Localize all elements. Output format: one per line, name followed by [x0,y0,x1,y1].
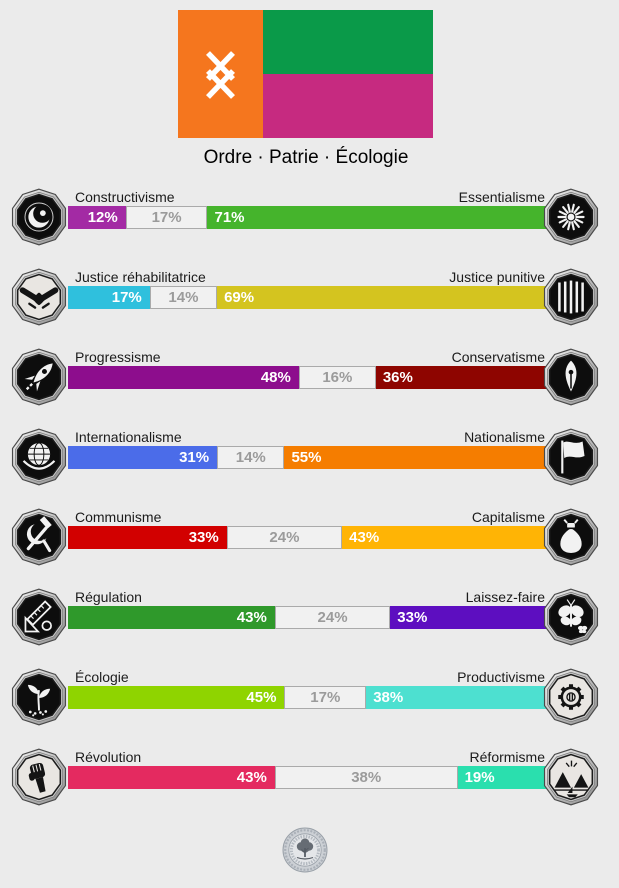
prison-bars-icon [542,268,600,326]
hammer-sickle-icon [10,508,68,566]
flag-top-right-band [263,10,433,74]
axis-bar [68,686,549,709]
handshake-icon [10,268,68,326]
eye-icon [10,188,68,246]
axis-row [0,425,619,505]
butterfly-icon [542,588,600,646]
sunrise-icon [542,748,600,806]
axis-bar [68,206,549,229]
pen-nib-icon [542,348,600,406]
axis-left-label: Justice réhabilitatrice [75,269,206,285]
axis-right-label: Laissez-faire [465,589,545,605]
double-cross-rune-icon [178,10,263,138]
axis-row [0,265,619,345]
axis-left-label: Révolution [75,749,142,765]
axis-right-label: Justice punitive [449,269,545,285]
left-percent-segment: 48% [68,366,299,389]
axis-bar [68,526,549,549]
left-percent-segment: 33% [68,526,227,549]
right-percent-segment: 69% [217,286,549,309]
axis-row [0,745,619,825]
globe-icon [10,428,68,486]
axis-left-label: Communisme [75,509,162,525]
axis-right-label: Essentialisme [458,189,545,205]
axis-bar [68,606,549,629]
flag-bottom-right-band [263,74,433,138]
left-percent-segment: 17% [68,286,150,309]
right-percent-segment: 19% [458,766,549,789]
money-bag-icon [542,508,600,566]
left-percent-segment: 45% [68,686,284,709]
starburst-icon [542,188,600,246]
axis-bar [68,446,549,469]
axis-right-label: Nationalisme [464,429,545,445]
axis-row [0,665,619,745]
axis-bar [68,366,549,389]
axis-bar [68,766,549,789]
neutral-percent-segment: 17% [284,686,366,709]
flag-left-band [178,10,263,138]
rocket-icon [10,348,68,406]
axis-right-label: Productivisme [457,669,545,685]
axis-left-label: Progressisme [75,349,161,365]
left-percent-segment: 31% [68,446,217,469]
neutral-percent-segment: 17% [126,206,208,229]
right-percent-segment: 43% [342,526,549,549]
sprout-icon [10,668,68,726]
axis-right-label: Réformisme [469,749,545,765]
axis-right-label: Conservatisme [451,349,545,365]
axis-bar [68,286,549,309]
right-percent-segment: 55% [284,446,549,469]
neutral-percent-segment: 16% [299,366,376,389]
axis-row [0,345,619,425]
left-percent-segment: 43% [68,606,275,629]
axis-left-label: Internationalisme [75,429,182,445]
axis-row [0,185,619,265]
axis-row [0,505,619,585]
neutral-percent-segment: 38% [275,766,458,789]
neutral-percent-segment: 14% [150,286,217,309]
axis-right-label: Capitalisme [471,509,545,525]
gear-icon [542,668,600,726]
right-percent-segment: 71% [207,206,549,229]
result-title: Ordre · Patrie · Écologie [203,147,409,168]
neutral-percent-segment: 14% [217,446,284,469]
left-percent-segment: 43% [68,766,275,789]
axis-left-label: Écologie [75,669,129,685]
axis-row [0,585,619,665]
fist-icon [10,748,68,806]
right-percent-segment: 33% [390,606,549,629]
tree-seal-icon [282,827,328,873]
right-percent-segment: 38% [366,686,549,709]
neutral-percent-segment: 24% [275,606,390,629]
axis-left-label: Constructivisme [75,189,175,205]
flag-icon [542,428,600,486]
result-flag [178,10,433,138]
neutral-percent-segment: 24% [227,526,342,549]
axis-left-label: Régulation [75,589,142,605]
ruler-icon [10,588,68,646]
left-percent-segment: 12% [68,206,126,229]
right-percent-segment: 36% [376,366,549,389]
